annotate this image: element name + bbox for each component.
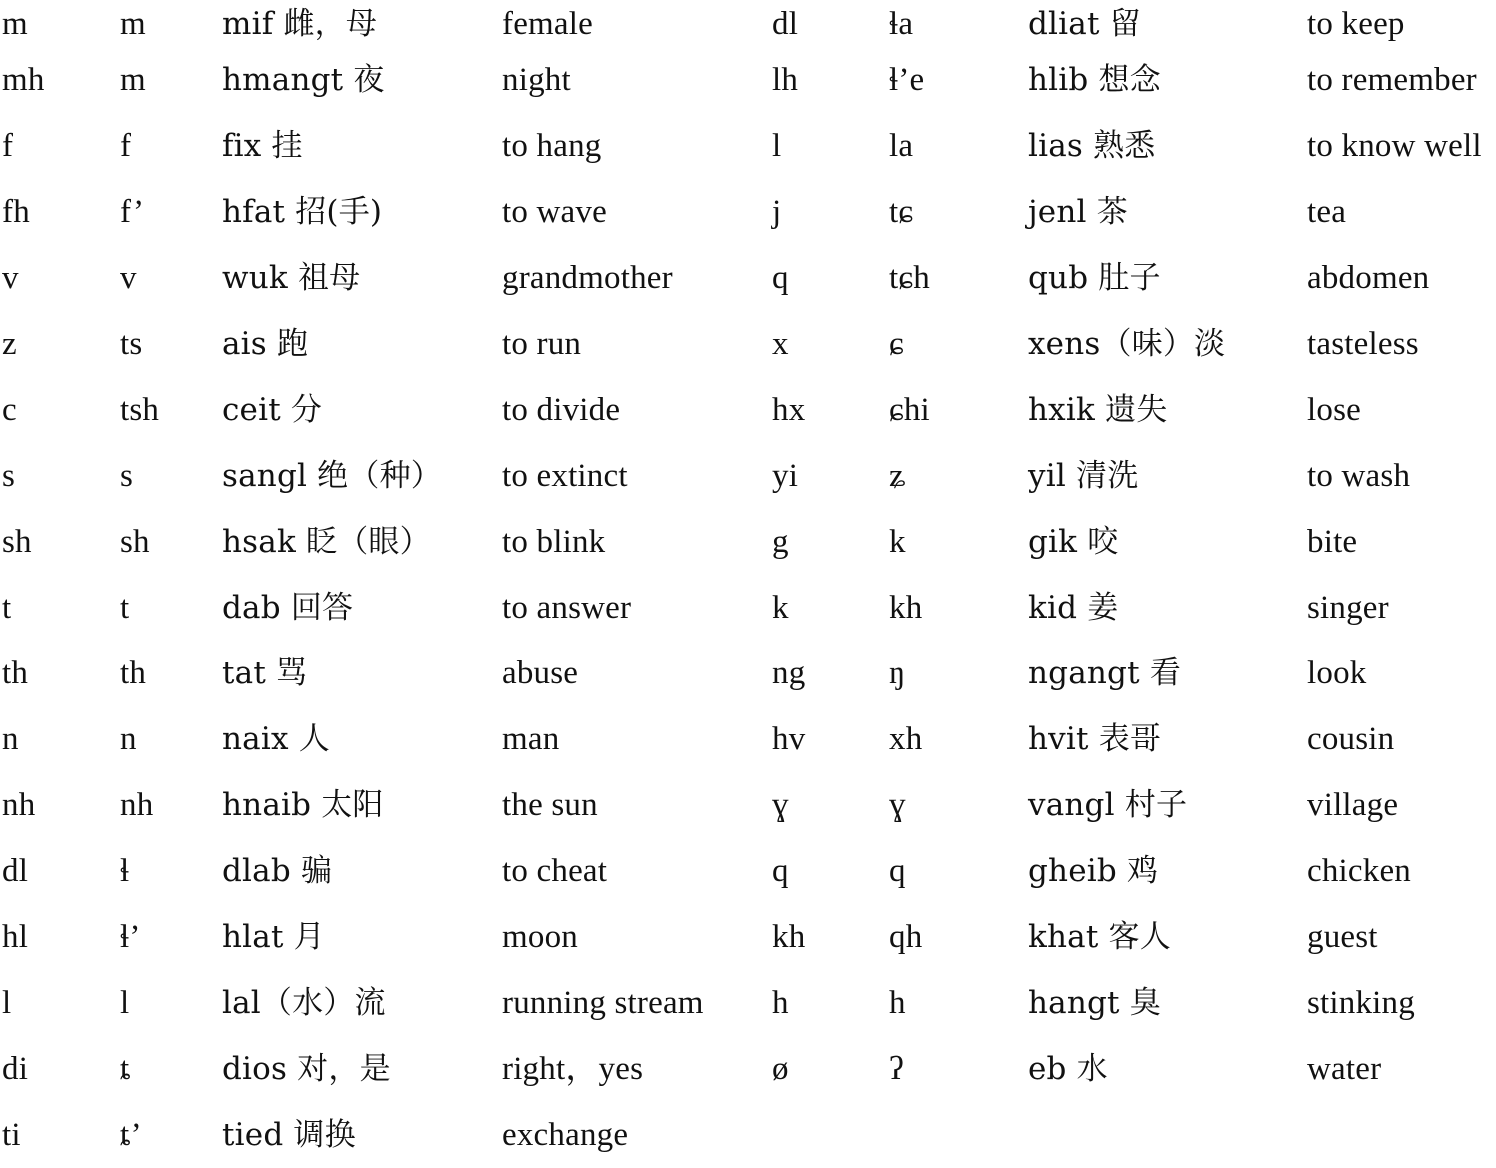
- table-row: [0, 443, 1496, 509]
- example-word-left: hlat 月: [222, 919, 325, 956]
- ipa-symbol-right: xh: [889, 721, 923, 758]
- example-word-right: qub 肚子: [1028, 260, 1161, 297]
- example-word-left: sangl 绝（种）: [222, 457, 442, 494]
- initial-letter-right: ng: [772, 655, 806, 692]
- example-word-right: khat 客人: [1028, 919, 1171, 956]
- english-gloss-right: guest: [1307, 919, 1378, 956]
- initial-letter-left: c: [2, 391, 17, 428]
- english-gloss-left: to divide: [502, 391, 621, 428]
- ipa-symbol-right: kh: [889, 589, 923, 626]
- english-gloss-right: singer: [1307, 589, 1389, 626]
- english-gloss-left: to answer: [502, 589, 632, 626]
- english-gloss-left: to blink: [502, 523, 606, 560]
- initial-letter-right: x: [772, 326, 789, 362]
- english-gloss-left: grandmother: [502, 260, 673, 297]
- english-gloss-left: the sun: [502, 787, 598, 824]
- example-word-right: ngangt 看: [1028, 655, 1182, 692]
- ipa-symbol-left: ɬ’: [120, 919, 141, 956]
- initial-letter-left: th: [2, 655, 29, 692]
- example-word-right: dliat 留: [1028, 5, 1141, 42]
- ipa-symbol-right: qh: [889, 919, 923, 956]
- english-gloss-right: tasteless: [1307, 326, 1419, 362]
- ipa-symbol-right: la: [889, 128, 914, 165]
- initial-letter-left: l: [2, 984, 12, 1021]
- ipa-symbol-left: m: [120, 62, 146, 99]
- english-gloss-right: lose: [1307, 391, 1361, 428]
- table-row: [0, 773, 1496, 839]
- table-row: [0, 575, 1496, 641]
- english-gloss-right: water: [1307, 1050, 1382, 1087]
- initial-letter-left: sh: [2, 523, 32, 560]
- example-word-left: ais 跑: [222, 326, 309, 362]
- ipa-symbol-right: [887, 1102, 1026, 1168]
- initial-letter-right: l: [772, 128, 782, 165]
- initial-letter-right: hv: [772, 721, 806, 758]
- ipa-symbol-left: tsh: [120, 391, 160, 428]
- english-gloss-right: [1307, 1102, 1496, 1168]
- table-row: [0, 1102, 1496, 1168]
- ipa-symbol-left: v: [120, 260, 137, 297]
- english-gloss-left: moon: [502, 919, 578, 956]
- ipa-symbol-left: nh: [120, 787, 154, 824]
- english-gloss-left: female: [502, 5, 593, 42]
- ipa-symbol-left: n: [120, 721, 137, 758]
- table-row: [0, 0, 1496, 48]
- ipa-symbol-right: ɕ: [889, 326, 904, 362]
- table-row: [0, 905, 1496, 971]
- table-row: [0, 839, 1496, 905]
- initial-letter-right: ɣ: [772, 787, 789, 824]
- ipa-symbol-right: k: [889, 523, 906, 560]
- ipa-symbol-right: ʔ: [889, 1050, 904, 1087]
- example-word-left: naix 人: [222, 721, 330, 758]
- english-gloss-left: to cheat: [502, 853, 608, 890]
- example-word-left: hmangt 夜: [222, 62, 385, 99]
- ipa-symbol-left: l: [120, 984, 130, 1021]
- ipa-symbol-left: t: [120, 589, 130, 626]
- initial-letter-left: z: [2, 326, 17, 362]
- table-row: [0, 377, 1496, 443]
- table-row: [0, 970, 1496, 1036]
- example-word-right: hlib 想念: [1028, 62, 1161, 99]
- english-gloss-right: to know well: [1307, 128, 1482, 165]
- example-word-right: eb 水: [1028, 1050, 1108, 1087]
- table-row: [0, 48, 1496, 114]
- english-gloss-right: cousin: [1307, 721, 1395, 758]
- ipa-symbol-right: ɬ’e: [889, 62, 925, 99]
- example-word-left: hnaib 太阳: [222, 787, 384, 824]
- ipa-symbol-left: s: [120, 457, 134, 494]
- ipa-symbol-left: f: [120, 128, 132, 165]
- ipa-symbol-left: ȶ: [120, 1050, 131, 1087]
- table-row: [0, 707, 1496, 773]
- ipa-symbol-right: h: [889, 984, 906, 1021]
- english-gloss-right: village: [1307, 787, 1399, 824]
- english-gloss-right: chicken: [1307, 853, 1412, 890]
- ipa-symbol-left: ts: [120, 326, 143, 362]
- ipa-symbol-left: th: [120, 655, 147, 692]
- initial-letter-right: yi: [772, 457, 799, 494]
- ipa-symbol-right: ŋ: [889, 655, 906, 692]
- initial-letter-right: h: [772, 984, 789, 1021]
- initial-letter-left: ti: [2, 1116, 21, 1153]
- example-word-right: lias 熟悉: [1028, 128, 1156, 165]
- example-word-left: hfat 招(手): [222, 194, 383, 231]
- ipa-symbol-right: tɕ: [889, 194, 914, 231]
- example-word-left: fix 挂: [222, 128, 303, 165]
- initial-letter-right: q: [772, 853, 789, 890]
- initial-letter-left: nh: [2, 787, 36, 824]
- english-gloss-right: to remember: [1307, 62, 1477, 99]
- example-word-left: dios 对，是: [222, 1050, 391, 1087]
- initial-letter-left: hl: [2, 919, 29, 956]
- example-word-left: lal（水）流: [222, 984, 386, 1021]
- english-gloss-left: to extinct: [502, 457, 628, 494]
- ipa-symbol-right: ɣ: [889, 787, 906, 824]
- example-word-right: hvit 表哥: [1028, 721, 1162, 758]
- table-row: [0, 1036, 1496, 1102]
- table-row: [0, 641, 1496, 707]
- initial-letter-right: kh: [772, 919, 806, 956]
- initial-letter-left: t: [2, 589, 12, 626]
- example-word-left: dab 回答: [222, 589, 354, 626]
- example-word-left: ceit 分: [222, 391, 323, 428]
- initial-letter-left: m: [2, 5, 28, 42]
- table-row: [0, 246, 1496, 312]
- initial-letter-right: j: [772, 194, 782, 231]
- english-gloss-right: to keep: [1307, 5, 1405, 42]
- ipa-symbol-right: q: [889, 853, 906, 890]
- initial-letter-left: s: [2, 457, 16, 494]
- initial-letter-left: f: [2, 128, 14, 165]
- english-gloss-right: bite: [1307, 523, 1358, 560]
- ipa-symbol-left: m: [120, 5, 146, 42]
- example-word-right: [1026, 1102, 1307, 1168]
- example-word-right: hangt 臭: [1028, 984, 1161, 1021]
- table-row: [0, 312, 1496, 378]
- english-gloss-left: to hang: [502, 128, 602, 165]
- initial-letter-left: di: [2, 1050, 29, 1087]
- english-gloss-left: exchange: [502, 1116, 629, 1153]
- ipa-symbol-left: sh: [120, 523, 150, 560]
- example-word-right: gik 咬: [1028, 523, 1119, 560]
- initial-letter-right: ø: [772, 1050, 789, 1087]
- example-word-right: hxik 遗失: [1028, 391, 1168, 428]
- initial-letter-right: dl: [772, 5, 799, 42]
- table-row: [0, 114, 1496, 180]
- initial-letter-left: v: [2, 260, 19, 297]
- initial-letter-left: fh: [2, 194, 30, 231]
- ipa-symbol-right: tɕh: [889, 260, 930, 297]
- initial-letter-left: mh: [2, 62, 45, 99]
- example-word-right: vangl 村子: [1028, 787, 1188, 824]
- initial-letter-right: hx: [772, 391, 806, 428]
- example-word-right: xens（味）淡: [1028, 326, 1226, 362]
- initial-letter-right: g: [772, 523, 789, 560]
- ipa-symbol-left: f’: [120, 194, 145, 231]
- english-gloss-right: to wash: [1307, 457, 1411, 494]
- english-gloss-right: stinking: [1307, 984, 1415, 1021]
- example-word-left: tat 骂: [222, 655, 308, 692]
- example-word-left: dlab 骗: [222, 853, 333, 890]
- english-gloss-left: to run: [502, 326, 582, 362]
- initial-letter-right: k: [772, 589, 789, 626]
- example-word-left: wuk 祖母: [222, 260, 361, 297]
- english-gloss-left: to wave: [502, 194, 607, 231]
- english-gloss-left: right，yes: [502, 1050, 644, 1087]
- ipa-symbol-left: ȶ’: [120, 1116, 142, 1153]
- english-gloss-right: tea: [1307, 194, 1347, 231]
- example-word-right: kid 姜: [1028, 589, 1119, 626]
- english-gloss-right: abdomen: [1307, 260, 1430, 297]
- initial-letter-left: dl: [2, 853, 29, 890]
- example-word-left: mif 雌，母: [222, 5, 378, 42]
- ipa-symbol-right: ɬa: [889, 5, 914, 42]
- ipa-symbol-right: ʑ: [889, 457, 906, 494]
- english-gloss-left: running stream: [502, 984, 704, 1021]
- initial-letter-right: lh: [772, 62, 799, 99]
- table-row: [0, 180, 1496, 246]
- initial-letter-right: [770, 1102, 887, 1168]
- ipa-symbol-right: ɕhi: [889, 391, 930, 428]
- table-row: [0, 509, 1496, 575]
- english-gloss-left: night: [502, 62, 571, 99]
- example-word-right: yil 清洗: [1028, 457, 1139, 494]
- initial-letter-right: q: [772, 260, 789, 297]
- example-word-right: jenl 茶: [1028, 194, 1128, 231]
- ipa-symbol-left: ɬ: [120, 853, 130, 890]
- initial-letter-left: n: [2, 721, 19, 758]
- example-word-left: hsak 眨（眼）: [222, 523, 431, 560]
- english-gloss-right: look: [1307, 655, 1367, 692]
- english-gloss-left: man: [502, 721, 560, 758]
- example-word-right: gheib 鸡: [1028, 853, 1159, 890]
- english-gloss-left: abuse: [502, 655, 579, 692]
- example-word-left: tied 调换: [222, 1116, 356, 1153]
